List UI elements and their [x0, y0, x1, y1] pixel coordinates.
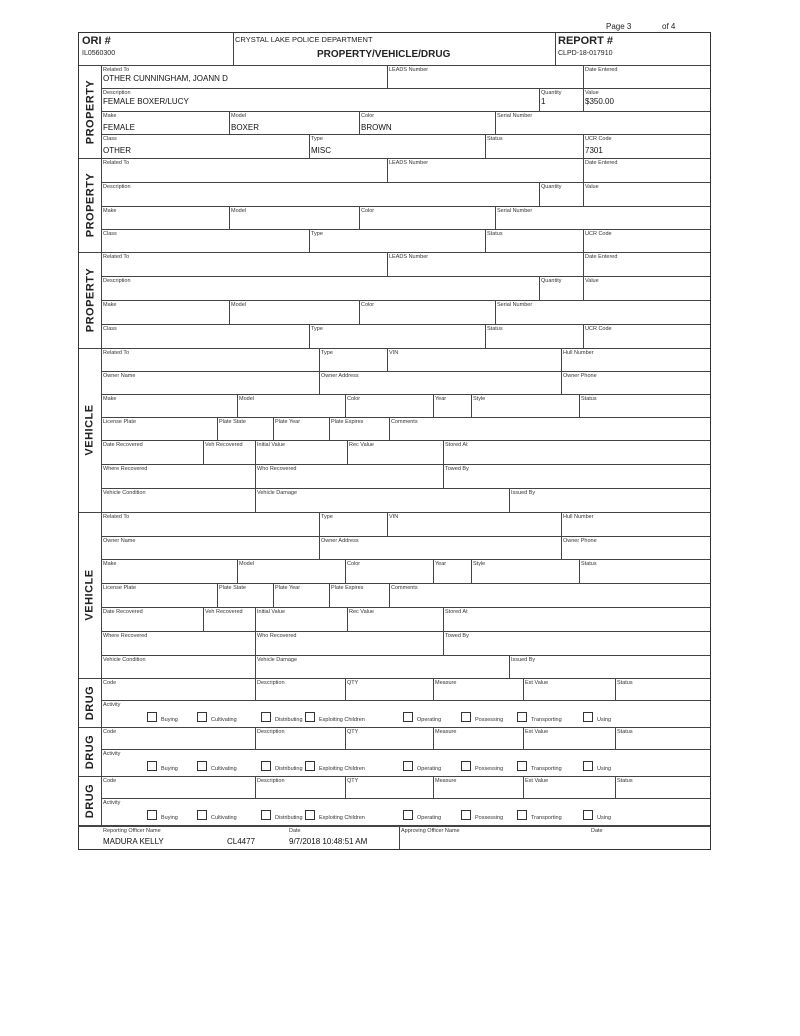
- activity-label: Operating: [417, 717, 442, 723]
- report-label: REPORT #: [558, 35, 614, 47]
- form-title: PROPERTY/VEHICLE/DRUG: [317, 49, 451, 60]
- activity-checkbox[interactable]: [461, 761, 471, 771]
- activity-checkbox[interactable]: [403, 712, 413, 722]
- activity-label: Transporting: [531, 815, 562, 821]
- reporting-officer-name: MADURA KELLY: [103, 837, 164, 846]
- section-drug-2: DRUG: [84, 734, 97, 770]
- activity-label: Buying: [161, 717, 178, 723]
- activity-checkbox[interactable]: [403, 761, 413, 771]
- activity-label: Using: [597, 717, 612, 723]
- property-model: BOXER: [231, 123, 260, 132]
- activity-checkbox[interactable]: [461, 712, 471, 722]
- section-property: PROPERTY: [84, 79, 97, 144]
- activity-checkbox[interactable]: [147, 712, 157, 722]
- activity-checkbox[interactable]: [583, 761, 593, 771]
- report-number: CLPD-18-017910: [558, 50, 613, 57]
- property-type: MISC: [311, 146, 331, 155]
- activity-label: Distributing: [275, 815, 303, 821]
- activity-checkbox[interactable]: [305, 810, 315, 820]
- ori-label: ORI #: [82, 35, 111, 47]
- activity-checkbox[interactable]: [517, 761, 527, 771]
- activity-label: Operating: [417, 815, 442, 821]
- reporting-officer-id: CL4477: [227, 837, 256, 846]
- section-property-3: PROPERTY: [84, 267, 97, 333]
- activity-checkbox[interactable]: [261, 810, 271, 820]
- activity-label: Transporting: [531, 717, 562, 723]
- activity-checkbox[interactable]: [403, 810, 413, 820]
- activity-checkbox[interactable]: [147, 761, 157, 771]
- activity-label: Distributing: [275, 766, 303, 772]
- activity-checkbox[interactable]: [583, 712, 593, 722]
- property-related-to: OTHER CUNNINGHAM, JOANN D: [103, 74, 228, 83]
- property-value: $350.00: [585, 97, 614, 106]
- activity-label: Exploiting Children: [319, 815, 365, 821]
- property-make: FEMALE: [103, 123, 136, 132]
- activity-label: Transporting: [531, 766, 562, 772]
- activity-label: Cultivating: [211, 717, 237, 723]
- property-quantity: 1: [541, 97, 546, 106]
- activity-label: Buying: [161, 766, 178, 772]
- report-date: 9/7/2018 10:48:51 AM: [289, 837, 368, 846]
- section-drug-3: DRUG: [84, 783, 97, 819]
- activity-checkbox[interactable]: [261, 712, 271, 722]
- property-class: OTHER: [103, 146, 131, 155]
- activity-checkbox[interactable]: [147, 810, 157, 820]
- property-description: FEMALE BOXER/LUCY: [103, 97, 189, 106]
- activity-checkbox[interactable]: [197, 761, 207, 771]
- activity-label: Possessing: [475, 717, 504, 723]
- activity-checkbox[interactable]: [305, 712, 315, 722]
- section-property-2: PROPERTY: [84, 172, 97, 238]
- section-vehicle-2: VEHICLE: [84, 569, 96, 621]
- activity-label: Possessing: [475, 815, 504, 821]
- department-name: CRYSTAL LAKE POLICE DEPARTMENT: [235, 35, 373, 44]
- activity-checkbox[interactable]: [583, 810, 593, 820]
- activity-label: Possessing: [475, 766, 504, 772]
- activity-checkbox[interactable]: [197, 712, 207, 722]
- activity-checkbox[interactable]: [261, 761, 271, 771]
- activity-label: Exploiting Children: [319, 717, 365, 723]
- ori-value: IL0560300: [82, 50, 116, 57]
- activity-label: Cultivating: [211, 766, 237, 772]
- page-number: Page 3: [606, 22, 632, 31]
- activity-checkbox[interactable]: [197, 810, 207, 820]
- activity-checkbox[interactable]: [461, 810, 471, 820]
- section-drug-1: DRUG: [84, 685, 97, 721]
- activity-checkbox[interactable]: [517, 810, 527, 820]
- page-total: of 4: [662, 22, 676, 31]
- activity-label: Using: [597, 815, 612, 821]
- property-color: BROWN: [361, 123, 392, 132]
- activity-label: Distributing: [275, 717, 303, 723]
- activity-checkbox[interactable]: [517, 712, 527, 722]
- activity-checkbox[interactable]: [305, 761, 315, 771]
- property-ucr-code: 7301: [585, 146, 603, 155]
- activity-label: Exploiting Children: [319, 766, 365, 772]
- activity-label: Cultivating: [211, 815, 237, 821]
- activity-label: Using: [597, 766, 612, 772]
- section-vehicle: VEHICLE: [84, 404, 96, 456]
- activity-label: Operating: [417, 766, 442, 772]
- property-vehicle-drug-form: ORI # IL0560300 CRYSTAL LAKE POLICE DEPARTMENT PROPERTY/VEHICLE/DRUG REPORT # CLPD-18-017910 PROPERTY Related To OTHER CUNNINGHAM, JOANN D LEADS Number Date Entered Description FEMALE BOXER/LUCY Quantity 1 Value $350.00 Make FEMALE Model BOXER Color BROWN Serial Number Class OTHER Type MISC Status UCR Code 7301 PROPERTY Related To LEADS Number Date Entered Description Quantity Value Make Model Color Serial Number Class Type Status UCR Code PROPERTY Related To LEADS Number Date Entered Description Quantity Value Make Model Color Serial Number Class Type Status UCR Code VEHICLE Related To Type VIN Hull Number Owner Name Owner Address Owner Phone Make Model Color Year Style Status License Plate Plate State Plate Year Plate Expires Comments Date Recovered Veh Recovered Initial Value Rec Value Stored At Where Recovered Who Recovered Towed By Vehicle Condition Vehicle Damage Issued By VEHICLE Related To Type VIN Hull Number Owner Name Owner Address Owner Phone Make Model Color Year Style Status License Plate Plate State Plate Year Plate Expires Comments Date Recovered Veh Recovered Initial Value Rec Value Stored At Where Recovered Who Recovered Towed By Vehicle Condition Vehicle Damage Issued By DRUG Code Description QTY Measure Est Value Status Activity Buying Cultivating Distributing Exploiting Children Operating Possessing Transporting Using DRUG Code Description QTY Measure Est Value Status Activity Buying Cultivating Distributing Exploiting Children Operating Possessing Transporting Using DRUG Code Description QTY Measure Est Value Status Activity Buying Cultivating Distributing Exploiting Children Operating Possessing Transporting Using Reporting Officer Name MADURA KELLY CL4477 Date 9/7/2018 10:48:51 AM Approving Officer Name Date: [78, 32, 711, 850]
- activity-label: Buying: [161, 815, 178, 821]
